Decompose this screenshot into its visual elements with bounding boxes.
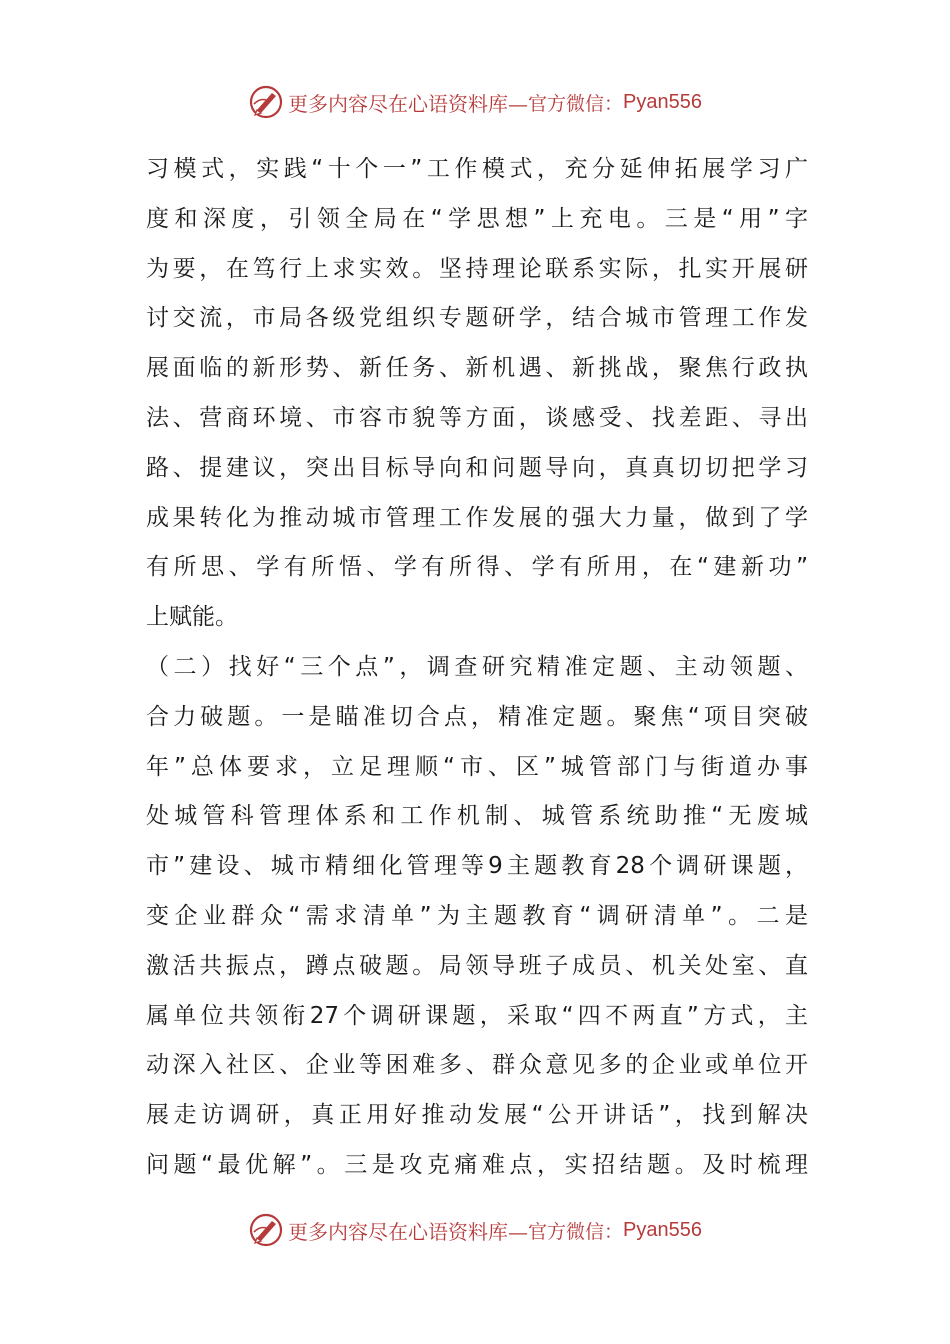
- text-line: 激活共振点，蹲点破题。局领导班子成员、机关处室、直: [146, 952, 808, 979]
- text-line: 讨交流，市局各级党组织专题研学，结合城市管理工作发: [146, 305, 808, 332]
- watermark-wechat-id: Pyan556: [623, 1218, 702, 1241]
- watermark-wechat-label: 官方微信：: [528, 1220, 624, 1243]
- watermark-wechat-label: 官方微信：: [528, 92, 624, 115]
- pen-logo-icon: [248, 1212, 284, 1248]
- header-watermark: [0, 82, 950, 122]
- text-line: 路、提建议，突出目标导向和问题导向，真真切切把学习: [146, 454, 808, 481]
- text-line: 度和深度，引领全局在“学思想”上充电。三是“用”字: [146, 205, 808, 232]
- text-line: 展走访调研，真正用好推动发展“公开讲话”，找到解决: [146, 1102, 808, 1129]
- text-line: 动深入社区、企业等困难多、群众意见多的企业或单位开: [146, 1052, 808, 1079]
- section-heading-line: （二）找好“三个点”，调查研究精准定题、主动领题、: [146, 653, 808, 680]
- watermark-tagline: 更多内容尽在心语资料库—: [288, 91, 528, 116]
- text-line: 成果转化为推动城市管理工作发展的强大力量，做到了学: [146, 504, 808, 531]
- document-body: [146, 145, 808, 1191]
- text-line: 属单位共领衔27个调研课题，采取“四不两直”方式，主: [146, 1002, 808, 1029]
- text-line: 展面临的新形势、新任务、新机遇、新挑战，聚焦行政执: [146, 355, 808, 382]
- text-line: 为要，在笃行上求实效。坚持理论联系实际，扎实开展研: [146, 255, 808, 282]
- text-line: 处城管科管理体系和工作机制、城管系统助推“无废城: [146, 803, 808, 830]
- text-line: 问题“最优解”。三是攻克痛难点，实招结题。及时梳理: [146, 1151, 808, 1178]
- text-line: 习模式，实践“十个一”工作模式，充分延伸拓展学习广: [146, 156, 808, 182]
- text-line: 上赋能。: [146, 604, 238, 631]
- text-line: 市”建设、城市精细化管理等9主题教育28个调研课题，: [146, 853, 808, 880]
- text-line: 年”总体要求，立足理顺“市、区”城管部门与街道办事: [146, 753, 808, 780]
- watermark-wechat-id: Pyan556: [623, 90, 702, 113]
- watermark-tagline: 更多内容尽在心语资料库—: [288, 1219, 528, 1244]
- text-line: 合力破题。一是瞄准切合点，精准定题。聚焦“项目突破: [146, 703, 808, 730]
- text-line: 变企业群众“需求清单”为主题教育“调研清单”。二是: [146, 902, 808, 929]
- text-line: 法、营商环境、市容市貌等方面，谈感受、找差距、寻出: [146, 404, 808, 431]
- footer-watermark: [0, 1210, 950, 1250]
- text-line: 有所思、学有所悟、学有所得、学有所用，在“建新功”: [146, 554, 808, 581]
- pen-logo-icon: [248, 84, 284, 120]
